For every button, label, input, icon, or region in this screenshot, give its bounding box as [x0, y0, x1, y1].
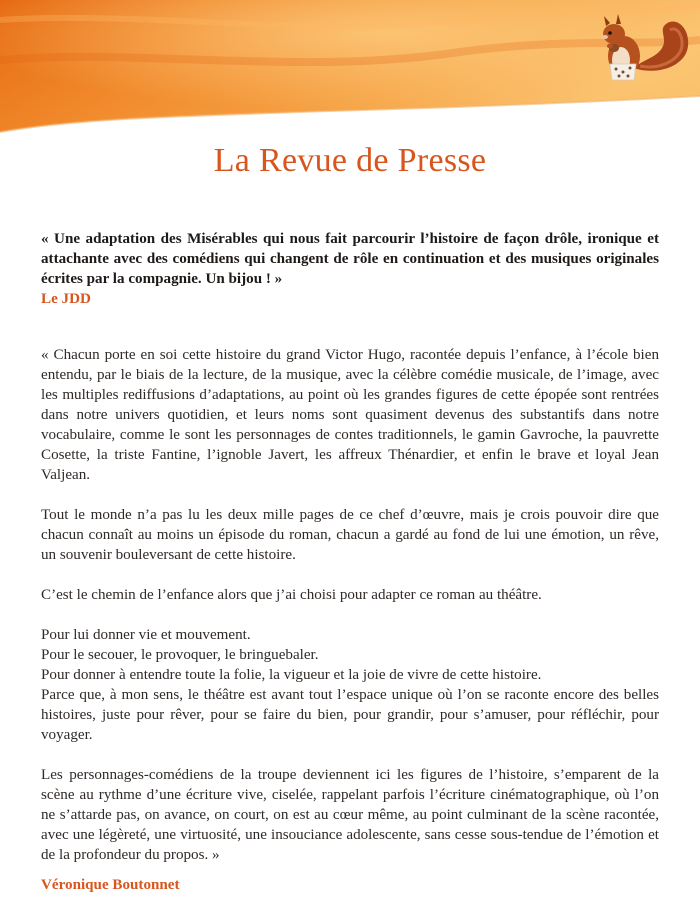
press-quote-text: « Une adaptation des Misérables qui nous fait parcourir l’histoire de façon drôle, ironique et attachante avec des comédiens qui changent de rôle en continuation et des musiques originales écrites par la compagnie. Un bijou ! » — [41, 231, 659, 287]
article-line: Pour lui donner vie et mouvement. — [41, 627, 251, 643]
article-paragraph: Tout le monde n’a pas lu les deux mille pages de ce chef d’œuvre, mais je crois pouvoir dire que chacun connaît au moins un épisode du roman, chacun a gardé au fond de lui une émotion, un rêve, un souvenir bouleversant de cette histoire. — [41, 507, 659, 563]
article-line: Pour donner à entendre toute la folie, la vigueur et la joie de vivre de cette histoire. — [41, 667, 542, 683]
press-quote — [41, 229, 659, 309]
author-signature: Véronique Boutonnet — [41, 877, 180, 893]
press-quote-source: Le JDD — [41, 291, 91, 307]
article-line: Parce que, à mon sens, le théâtre est avant tout l’espace unique où l’on se raconte encore des belles histoires, juste pour rêver, pour se faire du bien, pour grandir, pour s’amuser, pour réfléchir, pour voyager. — [41, 687, 659, 743]
squirrel-icon — [588, 6, 692, 82]
article-body — [41, 345, 659, 885]
article-paragraph: Les personnages-comédiens de la troupe deviennent ici les figures de l’histoire, s’emparent de la scène au rythme d’une écriture vive, ciselée, rappelant parfois l’écriture cinématographique, où l’on ne s’attarde pas, on avance, on court, on est au cœur même, au point culminant de la scène racontée, avec une légèreté, une virtuosité, une insouciance adolescente, sans cesse sous-tendue de l’émotion et de la profondeur du propos. » — [41, 767, 659, 863]
article-paragraph: C’est le chemin de l’enfance alors que j’ai choisi pour adapter ce roman au théâtre. — [41, 587, 542, 603]
article-line: Pour le secouer, le provoquer, le bringuebaler. — [41, 647, 319, 663]
article-paragraph: « Chacun porte en soi cette histoire du grand Victor Hugo, racontée depuis l’enfance, à l’école bien entendu, par le biais de la lecture, de la musique, avec la célèbre comédie musicale, de l’image, avec les multiples rediffusions d’adaptations, au point où les grandes figures de cette épopée sont rentrées dans notre univers quotidien, et leurs noms sont quasiment devenus des substantifs dans notre vocabulaire, comme le sont les personnages de contes traditionnels, le gamin Gavroche, la pauvrette Cosette, la triste Fantine, l’ignoble Javert, les affreux Thénardier, et enfin le brave et loyal Jean Valjean. — [41, 347, 659, 483]
article-paragraph-lines — [41, 625, 659, 745]
page-title: La Revue de Presse — [213, 142, 487, 179]
